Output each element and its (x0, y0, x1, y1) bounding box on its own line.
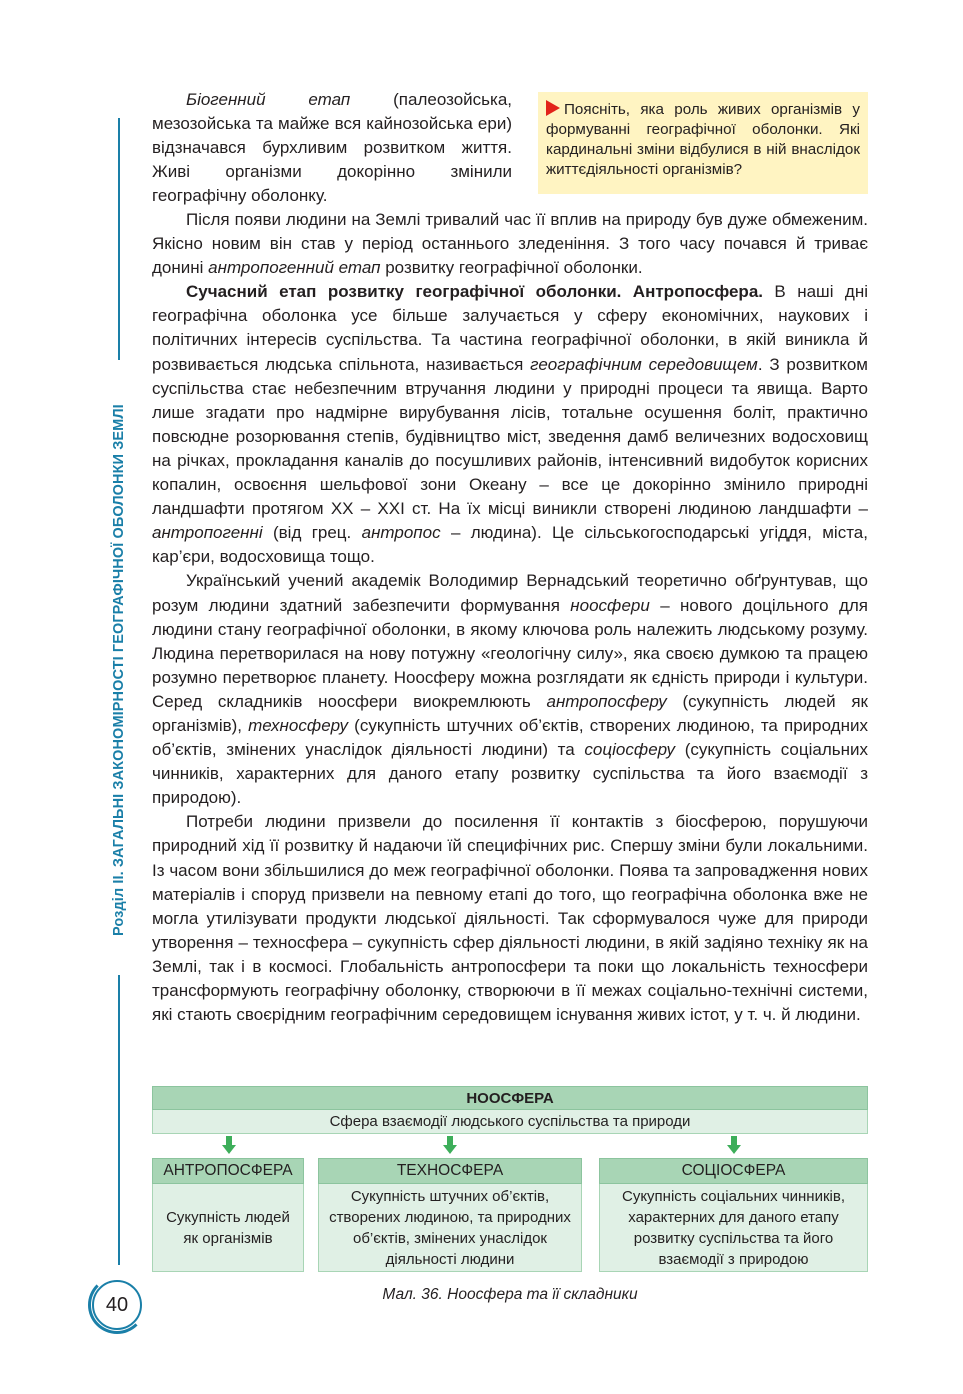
diagram-column-anthroposphere (152, 1158, 304, 1272)
diagram-title: НООСФЕРА (152, 1086, 868, 1110)
question-box (538, 92, 868, 194)
main-text (152, 208, 868, 1027)
paragraph-anthropogenic: Після появи людини на Землі тривалий час її вплив на природу був дуже обмеженим. Якісно новим він став у період останнього зледеніння. З того часу почався й триває донині антропогенний етап розвитку географічної оболонки. (152, 210, 868, 278)
question-text: Поясніть, яка роль живих організмів у формуванні географічної оболонки. Які кардинальні зміни відбулися в ній внаслідок життєдіяльності організмів? (546, 101, 860, 178)
diagram-column-technosphere (318, 1158, 582, 1272)
column-head: АНТРОПОСФЕРА (152, 1158, 304, 1184)
column-body: Сукупність штучних об’єктів, створених людиною, та природних об’єктів, змінених унаслідок діяльності людини (318, 1184, 582, 1272)
column-head: ТЕХНОСФЕРА (318, 1158, 582, 1184)
play-triangle-icon (546, 100, 560, 116)
arrow-down-icon (443, 1136, 457, 1154)
column-body: Сукупність соціальних чинників, характерних для даного етапу розвитку суспільства та його взаємодії з природою (599, 1184, 868, 1272)
diagram-subtitle: Сфера взаємодії людського суспільства та природи (152, 1110, 868, 1134)
intro-paragraph: Біогенний етап (палеозойська, мезозойська та майже вся кайнозойська ери) відзначався бурхливим розвитком життя. Живі організми докорінно змінили географічну оболонку. (152, 90, 512, 206)
section-label: Розділ ІІ. ЗАГАЛЬНІ ЗАКОНОМІРНОСТІ ГЕОГРАФІЧНОЇ ОБОЛОНКИ ЗЕМЛІ (111, 404, 127, 936)
term-anthropogenic-stage: антропогенний етап (208, 258, 381, 278)
diagram-column-sociosphere (599, 1158, 868, 1272)
arrow-down-icon (727, 1136, 741, 1154)
arrow-down-icon (222, 1136, 236, 1154)
paragraph-noosphere: Український учений академік Володимир Вернадський теоретично обґрунтував, що розум людини здатний забезпечити формування ноосфери – нового доцільного для людини стану географічної оболонки, в якому ключова роль належить людському розуму. Людина перетворилася на нову потужну «геологічну силу», яка своєю думкою та працею розумно перетворює планету. Ноосферу можна розглядати як єдність природи і культури. Серед складників ноосфери виокремлюють антропосферу (сукупність людей як організмів), техносферу (сукупність штучних об’єктів, створених людиною, та природних об’єктів, змінених унаслідок діяльності людини) та соціосферу (сукупність соціальних чинників, характерних для даного етапу розвитку суспільства та його взаємодії з природою). (152, 571, 869, 808)
noosphere-diagram (152, 1086, 868, 1274)
paragraph-technosphere: Потреби людини призвели до посилення її контактів з біосферою, порушуючи природний хід її розвитку й надаючи їй специфічних рис. Спершу зміни були локальними. Із часом вони збільшилися до меж географічної оболонки. Поява та запровадження нових матеріалів і споруд призвели на певному етапі до того, що географічна оболонка вже не могла утилізувати продукти людської діяльності. Так сформувалося чуже для природи утворення – техносфера – сукупність сфер діяльності людини, в якій задіяно техніку як на Землі, так і в космосі. Глобальність антропосфери та поки що локальність техносфери трансформують географічну оболонку, створюючи в її межах соціально-технічні системи, які стають своєрідним географічним середовищем існування живих істот, у т. ч. й людини. (152, 812, 868, 1025)
page-number: 40 (92, 1280, 142, 1330)
term-biogenic-stage: Біогенний етап (186, 90, 351, 109)
column-head: СОЦІОСФЕРА (599, 1158, 868, 1184)
figure-caption: Мал. 36. Ноосфера та її складники (382, 1286, 638, 1303)
side-divider-top (118, 118, 120, 360)
section-heading: Сучасний етап розвитку географічної оболонки. Антропосфера. (186, 282, 763, 302)
paragraph-modern-stage: Сучасний етап розвитку географічної оболонки. Антропосфера. В наші дні географічна оболонка усе більше залучається у сферу економічних, наукових і політичних інтересів суспільства. Та частина географічної оболонки, в якій виникла й розвивається людська спільнота, називається географічним середовищем. З розвитком суспільства стає небезпечним втручання людини у природні процеси та явища. Варто лише згадати про надмірне вирубування лісів, тотальне осушення боліт, практично повсюдне розорювання степів, будівництво міст, зведення дамб величезних водосховищ на річках, прокладання каналів до посушливих районів, інтенсивний видобуток корисних копалин, освоєння шельфової зони Океану – все це докорінно змінило природні ландшафти протягом XX – XXI ст. На їх місці виникли створені людиною ландшафти – антропогенні (від грец. антропос – людина). Це сільськогосподарські угіддя, міста, кар’єри, водосховища тощо. (152, 282, 868, 567)
column-body: Сукупність людей як організмів (152, 1184, 304, 1272)
side-divider-bottom (118, 975, 120, 1265)
